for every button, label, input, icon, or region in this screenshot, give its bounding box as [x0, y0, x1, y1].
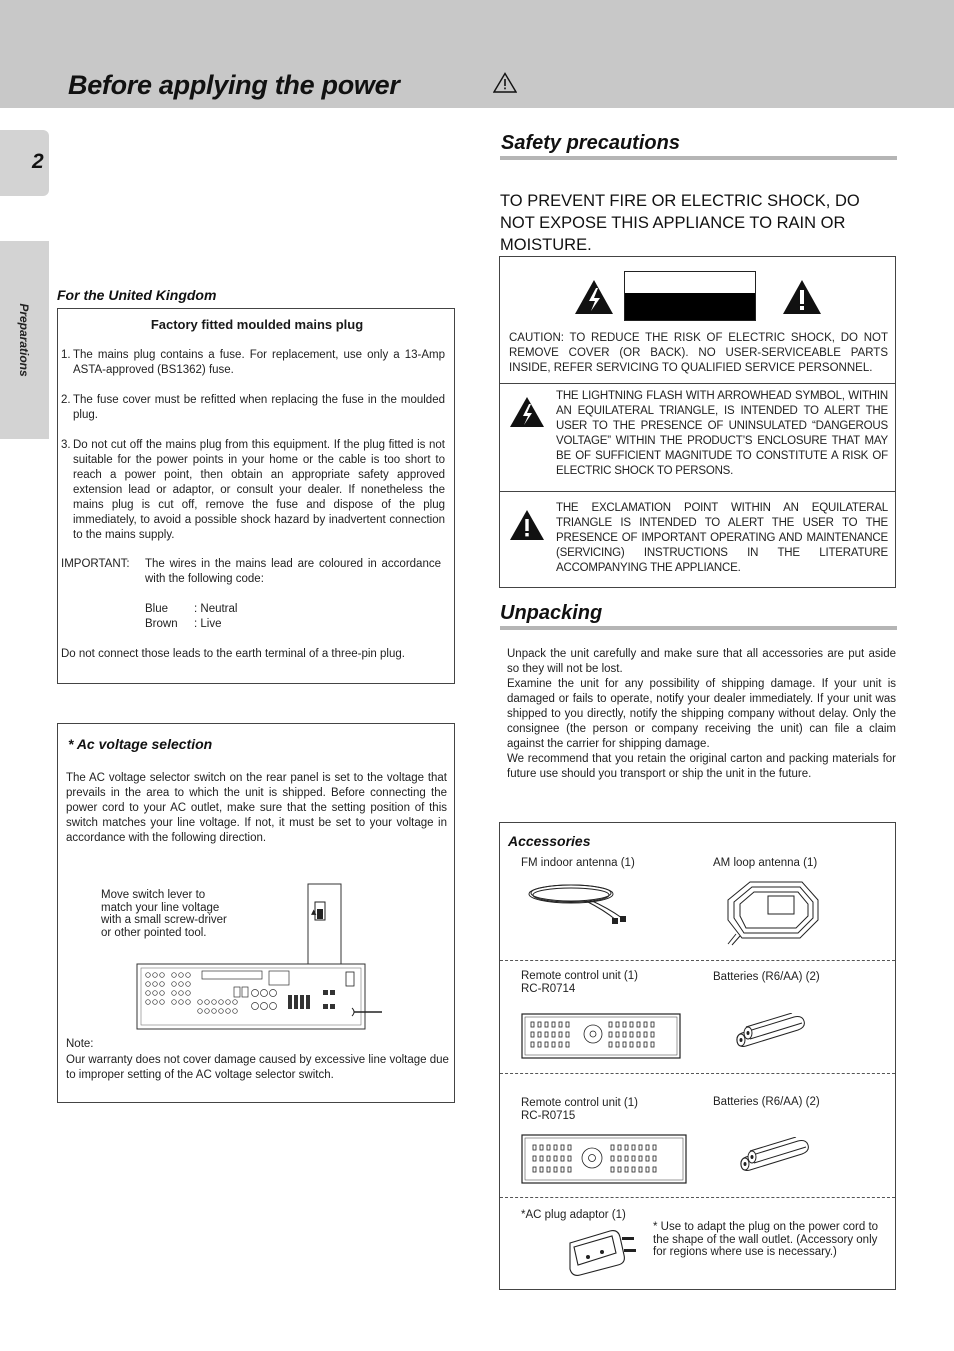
remote-1-label: [521, 970, 638, 996]
exclamation-triangle-icon: [782, 279, 822, 315]
page-title: Before applying the power: [68, 70, 400, 100]
plug-adaptor-image: [566, 1225, 636, 1277]
uk-item-3-text: Do not cut off the mains plug from this equipment. If the plug fitted is not suitable for the power points in your home or the cable is too short to reach a power point, then obtain an appropriate safety approved extension lead or adaptor, or consult your dealer. If nonetheless the mains plug is cut off, remove the fuse and dispose of the plug immediately, to avoid a possible shock hazard by inadvertent connection to the mains supply.: [73, 439, 445, 541]
unpacking-paragraph-3: We recommend that you retain the original carton and packing materials for future use should you transport or ship the unit in the future.: [507, 753, 896, 780]
lightning-triangle-icon: [574, 279, 614, 315]
uk-plug-box: [57, 308, 455, 684]
exclamation-symbol-icon: [509, 509, 545, 541]
uk-item-3-num: 3.: [61, 439, 71, 451]
accessories-divider-3: [500, 1197, 895, 1198]
wire-brown-colour: Brown: [145, 618, 178, 630]
fm-antenna-image: [526, 878, 636, 930]
page-number: 2: [32, 150, 44, 173]
remote-1-model: RC-R0714: [521, 983, 576, 995]
uk-footer: Do not connect those leads to the earth terminal of a three-pin plug.: [61, 648, 405, 660]
safety-box: [499, 256, 896, 588]
unpacking-text: [507, 647, 896, 782]
accessories-heading: Accessories: [508, 833, 591, 849]
important-text: The wires in the mains lead are coloured in accordance with the following code:: [145, 558, 441, 585]
safety-warning: TO PREVENT FIRE OR ELECTRIC SHOCK, DO NOT EXPOSE THIS APPLIANCE TO RAIN OR MOISTURE.: [500, 192, 860, 254]
exclamation-text: THE EXCLAMATION POINT WITHIN AN EQUILATERAL TRIANGLE IS INTENDED TO ALERT THE USER TO THE PRESENCE OF IMPORTANT OPERATING AND MAINTENANCE (SERVICING) INSTRUCTIONS IN THE LITERATURE ACCOMPANYING THE APPLIANCE.: [556, 502, 888, 574]
remote-1-name: Remote control unit (1): [521, 970, 638, 982]
wire-blue-meaning: : Neutral: [194, 603, 238, 615]
ac-heading: * Ac voltage selection: [68, 736, 213, 752]
svg-text:▲: ▲: [311, 908, 317, 916]
caution-text: CAUTION: TO REDUCE THE RISK OF ELECTRIC SHOCK, DO NOT REMOVE COVER (OR BACK). NO USER-SERVICEABLE PARTS INSIDE, REFER SERVICING TO QUALIFIED SERVICE PERSONNEL.: [509, 332, 888, 374]
uk-item-2: [61, 393, 445, 423]
safety-rule: [500, 156, 897, 160]
wire-blue-colour: Blue: [145, 603, 169, 615]
ac-voltage-box: [57, 723, 455, 1103]
uk-item-1-text: The mains plug contains a fuse. For replacement, use only a 13-Amp ASTA-approved (BS1362) fuse.: [73, 349, 445, 376]
remote-2-model: RC-R0715: [521, 1110, 576, 1122]
uk-item-3: [61, 438, 445, 543]
plug-adaptor-note: * Use to adapt the plug on the power cord to the shape of the wall outlet. (Accessory only for regions where use is necessary.): [653, 1221, 879, 1258]
unpacking-rule: [500, 626, 897, 630]
remote-2-label: [521, 1097, 638, 1123]
am-antenna-label: AM loop antenna (1): [713, 857, 818, 869]
wire-brown: [145, 617, 222, 632]
ac-instruction: Move switch lever to match your line voltage with a small screw-driver or other pointed tool.: [101, 889, 227, 939]
remote-control-1-image: [521, 1010, 683, 1060]
wire-blue: [145, 602, 237, 617]
unpacking-paragraph-1: Unpack the unit carefully and make sure that all accessories are put aside so they will not be lost.: [507, 648, 896, 675]
ac-body: The AC voltage selector switch on the rear panel is set to the voltage that prevails in the area to which the unit is shipped. Before connecting the power cord to your AC outlet, make sure that the setting position of this switch matches your line voltage. If not, it must be set to your voltage in accordance with the following direction.: [66, 772, 447, 844]
note-label: Note:: [66, 1038, 94, 1050]
rear-panel-illustration: [134, 882, 384, 1032]
batteries-1-image: [736, 1013, 812, 1049]
unpacking-paragraph-2: Examine the unit for any possibility of shipping damage. If your unit is damaged or fails to operate, notify your dealer immediately. If your unit was shipped to you directly, notify the shipping company without delay. Only the consignee (the person or company receiving the unit) can file a claim against the carrier for shipping damage.: [507, 678, 896, 750]
accessories-box: [499, 822, 896, 1290]
fm-antenna-label: FM indoor antenna (1): [521, 857, 635, 869]
lightning-symbol-icon: [509, 396, 545, 428]
remote-2-name: Remote control unit (1): [521, 1097, 638, 1109]
warning-triangle-icon: [493, 72, 517, 93]
accessories-divider-1: [500, 960, 895, 961]
safety-divider-1: [500, 383, 895, 384]
caution-label-block: [624, 271, 756, 321]
safety-heading: Safety precautions: [501, 132, 680, 154]
uk-box-title: Factory fitted moulded mains plug: [150, 317, 364, 332]
plug-adaptor-label: *AC plug adaptor (1): [521, 1209, 626, 1221]
safety-divider-2: [500, 491, 895, 492]
note-text: Our warranty does not cover damage caused by excessive line voltage due to improper setting of the AC voltage selector switch.: [66, 1054, 449, 1081]
uk-item-2-text: The fuse cover must be refitted when replacing the fuse in the moulded plug.: [73, 394, 445, 421]
important-label: IMPORTANT:: [61, 558, 130, 570]
am-loop-antenna-image: [722, 878, 822, 946]
uk-item-1: [61, 348, 445, 378]
uk-item-2-num: 2.: [61, 394, 71, 406]
section-label: Preparations: [17, 303, 31, 377]
batteries-1-label: Batteries (R6/AA) (2): [713, 971, 820, 983]
caution-black-bar: [625, 293, 755, 320]
lightning-text: THE LIGHTNING FLASH WITH ARROWHEAD SYMBOL, WITHIN AN EQUILATERAL TRIANGLE, IS INTENDED TO ALERT THE USER TO THE PRESENCE OF UNINSULATED “DANGEROUS VOLTAGE” WITHIN THE PRODUCT’S ENCLOSURE THAT MAY BE OF SUFFICIENT MAGNITUDE TO CONSTITUTE A RISK OF ELECTRIC SHOCK TO PERSONS.: [556, 390, 888, 477]
uk-item-1-num: 1.: [61, 349, 71, 361]
remote-control-2-image: [521, 1133, 689, 1185]
wire-brown-meaning: : Live: [194, 618, 222, 630]
uk-heading: For the United Kingdom: [57, 287, 217, 303]
batteries-2-image: [740, 1137, 816, 1173]
unpacking-heading: Unpacking: [500, 602, 603, 624]
batteries-2-label: Batteries (R6/AA) (2): [713, 1096, 820, 1108]
accessories-divider-2: [500, 1073, 895, 1074]
